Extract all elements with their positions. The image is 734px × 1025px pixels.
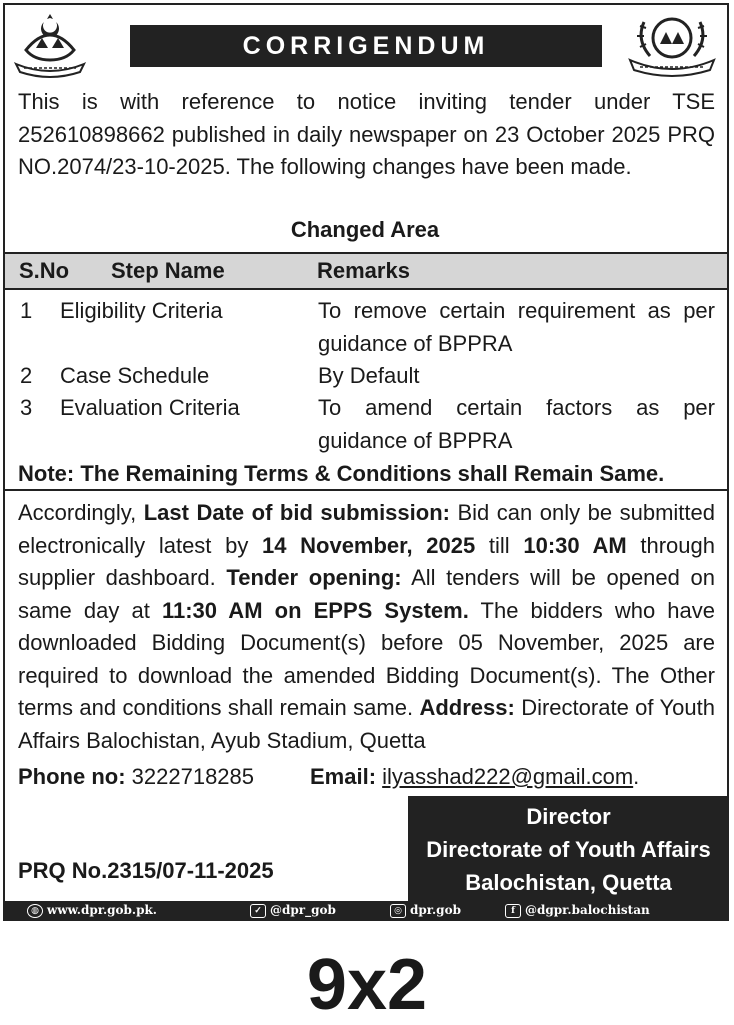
table-cell-step: Evaluation Criteria: [60, 395, 240, 420]
footer-instagram-link[interactable]: dpr.gob: [410, 903, 461, 917]
table-cell-remarks: To amend certain factors as per guidance of BPPRA: [318, 395, 715, 453]
footer-bar: [5, 901, 727, 920]
twitter-icon: ✓: [250, 904, 266, 918]
globe-icon: ◍: [27, 904, 43, 918]
body-paragraph: [18, 497, 715, 757]
email-label: Email:: [310, 764, 377, 789]
footer-instagram: [390, 901, 461, 920]
prq-number: PRQ No.2315/07-11-2025: [18, 858, 274, 883]
signatory-location: Balochistan, Quetta: [465, 870, 672, 895]
dgpr-emblem-icon: [622, 8, 722, 82]
document-title: CORRIGENDUM: [130, 25, 602, 67]
intro-paragraph: This is with reference to notice inviting tender under TSE 252610898662 published in daily newspaper on 23 October 2025 PRQ NO.2074/23-10-2025. The following changes have been made.: [18, 89, 715, 179]
footer-twitter: [250, 901, 336, 920]
column-header-step: Step Name: [111, 258, 225, 283]
changed-area-heading: Changed Area: [290, 217, 440, 242]
body-text: All tenders will be opened on same day at: [18, 565, 715, 623]
body-text: till: [475, 532, 524, 558]
body-text: Accordingly,: [18, 500, 144, 525]
footer-web: [27, 901, 157, 920]
table-cell-sno: 2: [20, 363, 33, 388]
body-text: The bidders who have downloaded Bidding Document(s) before 05 November, 2025 are required to download the amended Bidding Document(s). The Other terms and conditions shall remain same.: [18, 597, 715, 720]
signatory-block: [408, 796, 729, 902]
phone-label: Phone no:: [18, 764, 126, 789]
phone-number: 3222718285: [125, 764, 255, 789]
opening-label: Tender opening:: [226, 565, 402, 590]
column-header-remarks: Remarks: [317, 258, 410, 283]
body-text: through supplier dashboard.: [18, 532, 716, 590]
email-suffix: .: [633, 764, 640, 789]
table-cell-sno: 3: [20, 395, 33, 420]
table-header: [5, 254, 727, 290]
table-cell-sno: 1: [20, 298, 33, 323]
address-label: Address:: [419, 695, 515, 720]
table-cell-step: Eligibility Criteria: [60, 298, 223, 323]
footer-web-link[interactable]: www.dpr.gob.pk.: [47, 903, 157, 917]
column-header-sno: S.No: [19, 258, 70, 283]
footer-twitter-link[interactable]: @dpr_gob: [270, 903, 336, 917]
body-text: Bid can only be submitted electronically latest by: [18, 500, 715, 558]
instagram-icon: ◎: [390, 904, 406, 918]
table-cell-remarks: To remove certain requirement as per guidance of BPPRA: [318, 298, 715, 356]
table-cell-remarks: By Default: [318, 363, 420, 388]
footer-facebook-link[interactable]: @dgpr.balochistan: [525, 903, 650, 917]
ad-size-label: 9x2: [306, 945, 428, 1025]
note-text: Note: The Remaining Terms & Conditions shall Remain Same.: [18, 461, 665, 486]
deadline-date: 14 November, 2025: [262, 532, 476, 558]
signatory-office: Directorate of Youth Affairs: [426, 837, 711, 862]
deadline-label: Last Date of bid submission:: [143, 500, 450, 525]
email-link[interactable]: ilyasshad222@gmail.com: [382, 764, 634, 789]
opening-time: 11:30 AM on EPPS System.: [161, 597, 469, 623]
signatory-title: Director: [526, 804, 611, 829]
deadline-time: 10:30 AM: [523, 532, 627, 558]
facebook-icon: f: [505, 904, 521, 918]
footer-facebook: [505, 901, 650, 920]
table-cell-step: Case Schedule: [60, 363, 210, 388]
email-group: [310, 762, 639, 792]
address-text: Directorate of Youth Affairs Balochistan, Ayub Stadium, Quetta: [18, 695, 715, 753]
govt-emblem-icon: [10, 10, 90, 82]
contact-line: [18, 762, 718, 792]
divider: [3, 489, 729, 491]
